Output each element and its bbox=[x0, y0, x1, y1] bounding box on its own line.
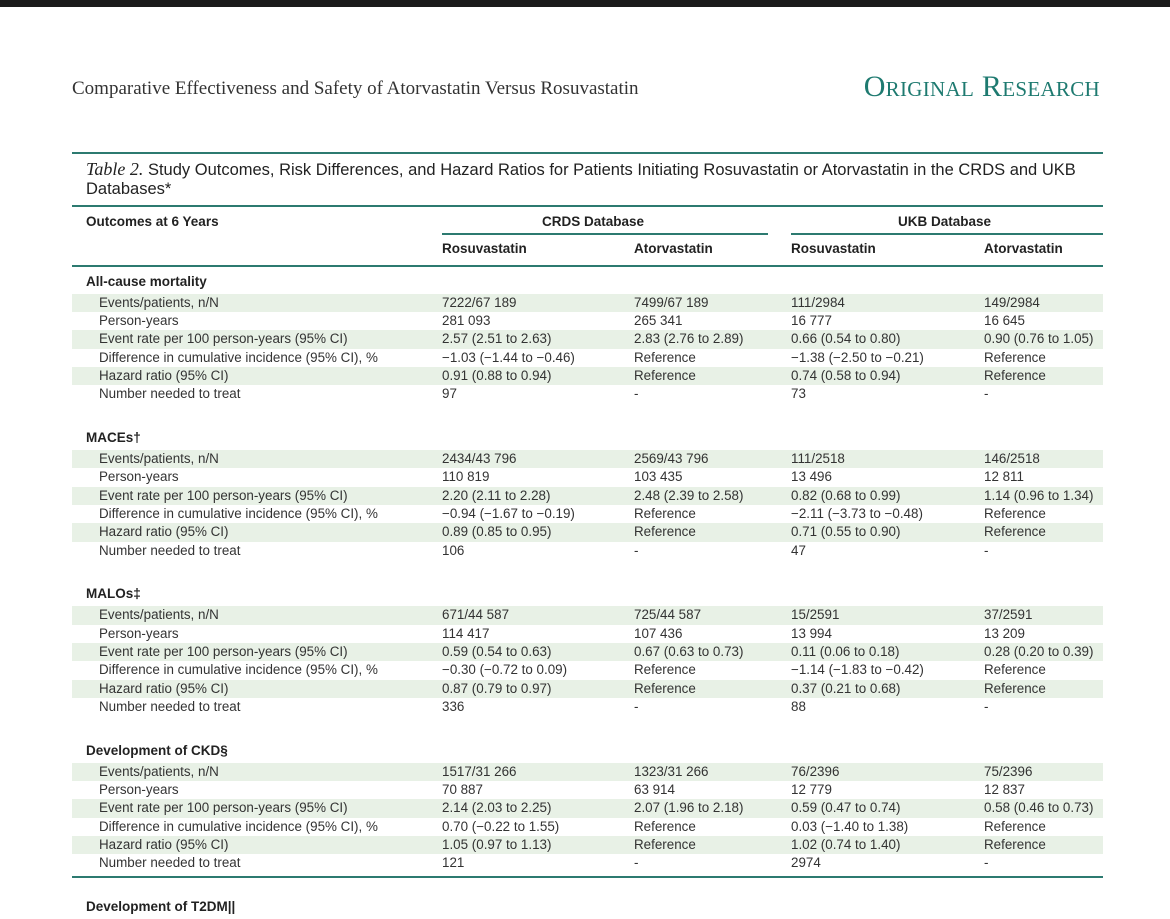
section-title: Development of CKD§ bbox=[86, 742, 228, 758]
cell-ukb-atorvastatin: - bbox=[984, 855, 989, 871]
cell-crds-atorvastatin: 2.07 (1.96 to 2.18) bbox=[634, 800, 744, 816]
cell-crds-atorvastatin: - bbox=[634, 699, 639, 715]
col-header-crds-rosuvastatin: Rosuvastatin bbox=[442, 241, 527, 256]
cell-crds-atorvastatin: Reference bbox=[634, 506, 696, 522]
cell-ukb-atorvastatin: Reference bbox=[984, 662, 1046, 678]
row-label: Events/patients, n/N bbox=[99, 450, 219, 466]
cell-ukb-atorvastatin: 0.28 (0.20 to 0.39) bbox=[984, 643, 1094, 659]
row-label: Difference in cumulative incidence (95% CI), % bbox=[99, 506, 378, 522]
cell-ukb-rosuvastatin: 2974 bbox=[791, 855, 821, 871]
cell-ukb-atorvastatin: 13 209 bbox=[984, 625, 1025, 641]
row-label: Difference in cumulative incidence (95% CI), % bbox=[99, 818, 378, 834]
cell-crds-atorvastatin: Reference bbox=[634, 662, 696, 678]
row-label: Number needed to treat bbox=[99, 542, 241, 558]
row-label: Hazard ratio (95% CI) bbox=[99, 680, 229, 696]
cell-ukb-rosuvastatin: 0.66 (0.54 to 0.80) bbox=[791, 331, 901, 347]
section-spacer bbox=[72, 404, 1103, 423]
stub-header: Outcomes at 6 Years bbox=[86, 214, 219, 229]
cell-ukb-rosuvastatin: 73 bbox=[791, 386, 806, 402]
top-edge-bar bbox=[0, 0, 1170, 7]
cell-ukb-rosuvastatin: 76/2396 bbox=[791, 763, 840, 779]
cell-ukb-rosuvastatin: 0.74 (0.58 to 0.94) bbox=[791, 368, 901, 384]
cell-crds-atorvastatin: Reference bbox=[634, 818, 696, 834]
cell-crds-atorvastatin: 725/44 587 bbox=[634, 607, 702, 623]
cell-crds-rosuvastatin: 1517/31 266 bbox=[442, 763, 517, 779]
cell-ukb-rosuvastatin: 47 bbox=[791, 542, 806, 558]
row-label: Event rate per 100 person-years (95% CI) bbox=[99, 643, 348, 659]
cell-crds-atorvastatin: 103 435 bbox=[634, 469, 683, 485]
row-label: Events/patients, n/N bbox=[99, 607, 219, 623]
cell-crds-rosuvastatin: −0.30 (−0.72 to 0.09) bbox=[442, 662, 568, 678]
row-label: Event rate per 100 person-years (95% CI) bbox=[99, 487, 348, 503]
table-row bbox=[72, 542, 1103, 560]
cell-crds-atorvastatin: 63 914 bbox=[634, 781, 675, 797]
row-label: Number needed to treat bbox=[99, 386, 241, 402]
cell-ukb-atorvastatin: Reference bbox=[984, 349, 1046, 365]
cell-crds-atorvastatin: 1323/31 266 bbox=[634, 763, 709, 779]
table-caption bbox=[72, 154, 1103, 205]
cell-ukb-atorvastatin: Reference bbox=[984, 818, 1046, 834]
cell-ukb-rosuvastatin: 0.82 (0.68 to 0.99) bbox=[791, 487, 901, 503]
table-row bbox=[72, 818, 1103, 836]
row-label: Number needed to treat bbox=[99, 855, 241, 871]
cell-crds-rosuvastatin: 1.05 (0.97 to 1.13) bbox=[442, 837, 552, 853]
cell-ukb-rosuvastatin: 16 777 bbox=[791, 312, 832, 328]
cell-crds-rosuvastatin: 336 bbox=[442, 699, 465, 715]
cell-crds-atorvastatin: - bbox=[634, 542, 639, 558]
cell-ukb-atorvastatin: Reference bbox=[984, 506, 1046, 522]
cell-ukb-rosuvastatin: 0.71 (0.55 to 0.90) bbox=[791, 524, 901, 540]
table-row bbox=[72, 854, 1103, 872]
table-row bbox=[72, 450, 1103, 468]
cell-crds-rosuvastatin: 0.91 (0.88 to 0.94) bbox=[442, 368, 552, 384]
cell-crds-rosuvastatin: 0.89 (0.85 to 0.95) bbox=[442, 524, 552, 540]
table-caption-label: Table 2. bbox=[86, 159, 144, 179]
cell-ukb-atorvastatin: 37/2591 bbox=[984, 607, 1033, 623]
cell-crds-atorvastatin: - bbox=[634, 855, 639, 871]
table-bottom-rule bbox=[72, 876, 1103, 878]
table-header bbox=[72, 207, 1103, 265]
table-row bbox=[72, 763, 1103, 781]
cell-crds-atorvastatin: 107 436 bbox=[634, 625, 683, 641]
col-header-ukb-rosuvastatin: Rosuvastatin bbox=[791, 241, 876, 256]
table-row bbox=[72, 836, 1103, 854]
section-spacer bbox=[72, 560, 1103, 579]
cell-ukb-atorvastatin: - bbox=[984, 386, 989, 402]
row-label: Events/patients, n/N bbox=[99, 763, 219, 779]
section-title: MALOs‡ bbox=[86, 586, 141, 602]
row-label: Hazard ratio (95% CI) bbox=[99, 837, 229, 853]
cell-crds-rosuvastatin: 671/44 587 bbox=[442, 607, 510, 623]
cell-ukb-atorvastatin: 0.58 (0.46 to 0.73) bbox=[984, 800, 1094, 816]
group-underline-ukb bbox=[791, 233, 1103, 235]
group-underline-crds bbox=[442, 233, 768, 235]
cell-ukb-atorvastatin: Reference bbox=[984, 368, 1046, 384]
row-label: Events/patients, n/N bbox=[99, 294, 219, 310]
row-label: Difference in cumulative incidence (95% CI), % bbox=[99, 349, 378, 365]
cell-ukb-atorvastatin: - bbox=[984, 542, 989, 558]
section-spacer bbox=[72, 717, 1103, 736]
cell-crds-rosuvastatin: 97 bbox=[442, 386, 457, 402]
row-label: Event rate per 100 person-years (95% CI) bbox=[99, 331, 348, 347]
cell-ukb-rosuvastatin: 0.11 (0.06 to 0.18) bbox=[791, 643, 900, 659]
cell-ukb-atorvastatin: 0.90 (0.76 to 1.05) bbox=[984, 331, 1094, 347]
cell-ukb-rosuvastatin: −1.14 (−1.83 to −0.42) bbox=[791, 662, 924, 678]
section-title: MACEs† bbox=[86, 429, 141, 445]
section-title: Development of T2DM|| bbox=[86, 898, 236, 914]
cell-crds-rosuvastatin: 0.87 (0.79 to 0.97) bbox=[442, 680, 552, 696]
cell-crds-rosuvastatin: 114 417 bbox=[442, 625, 490, 641]
cell-ukb-rosuvastatin: 13 496 bbox=[791, 469, 832, 485]
outcomes-table bbox=[72, 152, 1103, 919]
cell-ukb-rosuvastatin: 111/2984 bbox=[791, 294, 845, 310]
table-row bbox=[72, 643, 1103, 661]
table-row bbox=[72, 781, 1103, 799]
row-label: Person-years bbox=[99, 469, 179, 485]
cell-ukb-atorvastatin: Reference bbox=[984, 680, 1046, 696]
table-row bbox=[72, 698, 1103, 716]
cell-crds-atorvastatin: 0.67 (0.63 to 0.73) bbox=[634, 643, 744, 659]
cell-crds-rosuvastatin: 0.70 (−0.22 to 1.55) bbox=[442, 818, 560, 834]
cell-crds-atorvastatin: - bbox=[634, 386, 639, 402]
cell-crds-rosuvastatin: −1.03 (−1.44 to −0.46) bbox=[442, 349, 575, 365]
cell-crds-atorvastatin: 2.48 (2.39 to 2.58) bbox=[634, 487, 744, 503]
cell-crds-atorvastatin: 265 341 bbox=[634, 312, 683, 328]
table-row bbox=[72, 349, 1103, 367]
cell-crds-atorvastatin: Reference bbox=[634, 837, 696, 853]
cell-crds-rosuvastatin: 70 887 bbox=[442, 781, 483, 797]
cell-crds-atorvastatin: Reference bbox=[634, 368, 696, 384]
cell-crds-atorvastatin: Reference bbox=[634, 680, 696, 696]
col-header-ukb-atorvastatin: Atorvastatin bbox=[984, 241, 1063, 256]
row-label: Difference in cumulative incidence (95% CI), % bbox=[99, 662, 378, 678]
cell-crds-rosuvastatin: 0.59 (0.54 to 0.63) bbox=[442, 643, 552, 659]
cell-ukb-rosuvastatin: 1.02 (0.74 to 1.40) bbox=[791, 837, 901, 853]
cell-crds-atorvastatin: 7499/67 189 bbox=[634, 294, 709, 310]
cell-ukb-atorvastatin: 75/2396 bbox=[984, 763, 1033, 779]
cell-ukb-rosuvastatin: 0.03 (−1.40 to 1.38) bbox=[791, 818, 909, 834]
table-row bbox=[72, 505, 1103, 523]
table-row bbox=[72, 312, 1103, 330]
cell-crds-rosuvastatin: 2.20 (2.11 to 2.28) bbox=[442, 487, 551, 503]
cell-ukb-atorvastatin: 12 837 bbox=[984, 781, 1025, 797]
cell-crds-rosuvastatin: 281 093 bbox=[442, 312, 491, 328]
cell-ukb-atorvastatin: 146/2518 bbox=[984, 450, 1040, 466]
cell-crds-rosuvastatin: −0.94 (−1.67 to −0.19) bbox=[442, 506, 575, 522]
section-title: All-cause mortality bbox=[86, 273, 207, 289]
row-label: Hazard ratio (95% CI) bbox=[99, 368, 229, 384]
cell-crds-rosuvastatin: 7222/67 189 bbox=[442, 294, 517, 310]
cell-ukb-rosuvastatin: −2.11 (−3.73 to −0.48) bbox=[791, 506, 923, 522]
cell-ukb-rosuvastatin: 0.59 (0.47 to 0.74) bbox=[791, 800, 901, 816]
table-row bbox=[72, 487, 1103, 505]
table-row bbox=[72, 468, 1103, 486]
cell-crds-atorvastatin: Reference bbox=[634, 349, 696, 365]
running-head: Comparative Effectiveness and Safety of Atorvastatin Versus Rosuvastatin bbox=[72, 78, 639, 99]
col-header-crds-atorvastatin: Atorvastatin bbox=[634, 241, 713, 256]
cell-crds-rosuvastatin: 121 bbox=[442, 855, 465, 871]
cell-crds-rosuvastatin: 2.57 (2.51 to 2.63) bbox=[442, 331, 552, 347]
cell-ukb-rosuvastatin: 88 bbox=[791, 699, 806, 715]
cell-crds-rosuvastatin: 106 bbox=[442, 542, 465, 558]
cell-crds-rosuvastatin: 110 819 bbox=[442, 469, 490, 485]
cell-ukb-rosuvastatin: 0.37 (0.21 to 0.68) bbox=[791, 680, 901, 696]
cell-ukb-rosuvastatin: −1.38 (−2.50 to −0.21) bbox=[791, 349, 924, 365]
table-row bbox=[72, 606, 1103, 624]
table-row bbox=[72, 367, 1103, 385]
cell-ukb-atorvastatin: 1.14 (0.96 to 1.34) bbox=[984, 487, 1094, 503]
group-header-ukb: UKB Database bbox=[898, 214, 992, 229]
table-row bbox=[72, 680, 1103, 698]
cell-ukb-atorvastatin: Reference bbox=[984, 837, 1046, 853]
table-row bbox=[72, 523, 1103, 541]
table-row bbox=[72, 330, 1103, 348]
cell-ukb-atorvastatin: 12 811 bbox=[984, 469, 1024, 485]
cell-ukb-atorvastatin: Reference bbox=[984, 524, 1046, 540]
cell-ukb-atorvastatin: - bbox=[984, 699, 989, 715]
cell-crds-atorvastatin: 2.83 (2.76 to 2.89) bbox=[634, 331, 744, 347]
cell-ukb-atorvastatin: 149/2984 bbox=[984, 294, 1040, 310]
table-row bbox=[72, 385, 1103, 403]
table-row bbox=[72, 625, 1103, 643]
cell-ukb-rosuvastatin: 12 779 bbox=[791, 781, 832, 797]
cell-ukb-atorvastatin: 16 645 bbox=[984, 312, 1025, 328]
row-label: Person-years bbox=[99, 312, 179, 328]
cell-ukb-rosuvastatin: 15/2591 bbox=[791, 607, 840, 623]
row-label: Hazard ratio (95% CI) bbox=[99, 524, 229, 540]
table-body bbox=[72, 267, 1103, 919]
row-label: Number needed to treat bbox=[99, 699, 241, 715]
cell-ukb-rosuvastatin: 111/2518 bbox=[791, 450, 845, 466]
cell-crds-rosuvastatin: 2434/43 796 bbox=[442, 450, 517, 466]
table-row bbox=[72, 661, 1103, 679]
row-label: Person-years bbox=[99, 781, 179, 797]
cell-ukb-rosuvastatin: 13 994 bbox=[791, 625, 832, 641]
group-header-crds: CRDS Database bbox=[542, 214, 645, 229]
table-row bbox=[72, 294, 1103, 312]
row-label: Event rate per 100 person-years (95% CI) bbox=[99, 800, 348, 816]
cell-crds-atorvastatin: 2569/43 796 bbox=[634, 450, 709, 466]
section-label: Original Research bbox=[863, 70, 1100, 103]
table-row bbox=[72, 799, 1103, 817]
table-caption-text: Study Outcomes, Risk Differences, and Hazard Ratios for Patients Initiating Rosuvastatin or Atorvastatin in the CRDS and UKB Databases* bbox=[86, 161, 1076, 198]
cell-crds-rosuvastatin: 2.14 (2.03 to 2.25) bbox=[442, 800, 552, 816]
cell-crds-atorvastatin: Reference bbox=[634, 524, 696, 540]
row-label: Person-years bbox=[99, 625, 179, 641]
